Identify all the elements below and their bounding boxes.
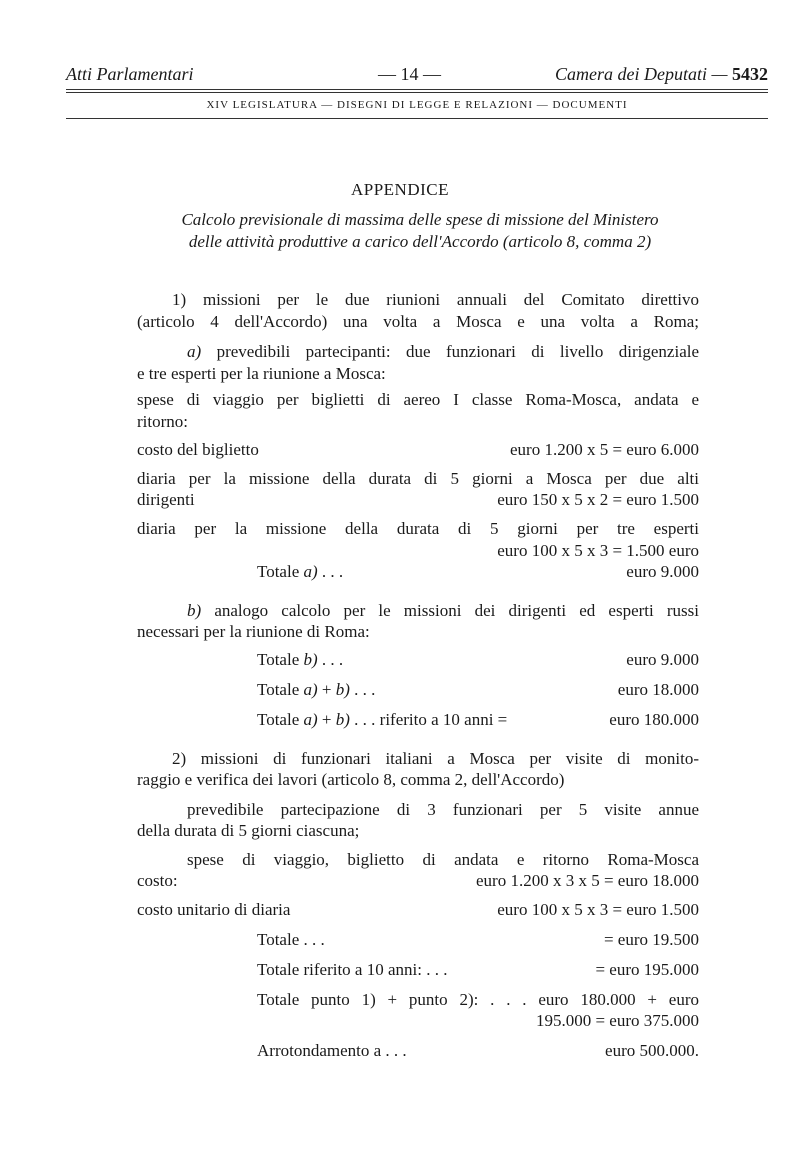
subtitle-line-2: delle attività produttive a carico dell'Accordo (articolo 8, comma 2) bbox=[188, 232, 652, 251]
running-header bbox=[66, 64, 768, 88]
totale-section2-value: = euro 19.500 bbox=[603, 930, 699, 949]
totale-b-word: Totale bbox=[257, 650, 300, 669]
totale-ab-10-marker-a: a) bbox=[303, 710, 318, 729]
totale-ab-word: Totale bbox=[257, 680, 300, 699]
totale-a-value: euro 9.000 bbox=[626, 562, 699, 581]
header-rule-top bbox=[66, 89, 768, 90]
diaria-dirigenti-line: diaria per la missione della durata di 5 giorni a Mosca per due alti bbox=[137, 469, 699, 488]
section1-a-line-2: e tre esperti per la riunione a Mosca: bbox=[137, 364, 386, 383]
costo-calculation: euro 1.200 x 3 x 5 = euro 18.000 bbox=[475, 871, 699, 890]
section1-intro-line-1: 1) missioni per le due riunioni annuali del Comitato direttivo bbox=[172, 290, 699, 309]
page-title: APPENDICE bbox=[350, 180, 449, 199]
section1-intro-line-2: (articolo 4 dell'Accordo) una volta a Mosca e una volta a Roma; bbox=[137, 312, 699, 331]
header-document-number: 5432 bbox=[732, 64, 768, 84]
diaria-unitaria-calculation: euro 100 x 5 x 3 = euro 1.500 bbox=[497, 900, 699, 919]
totale-ab-marker-a: a) bbox=[303, 680, 318, 699]
item-marker-b: b) bbox=[187, 601, 202, 620]
travel-line-1: spese di viaggio per biglietti di aereo I classe Roma-Mosca, andata e bbox=[137, 390, 699, 409]
totale-ab-10-suffix: . . . riferito a 10 anni = bbox=[349, 710, 508, 729]
section1-b-line-1 bbox=[187, 601, 699, 621]
totale-punti-line: Totale punto 1) + punto 2): . . . euro 180.000 + euro bbox=[257, 990, 699, 1009]
totale-a-word: Totale bbox=[257, 562, 300, 581]
header-legislature: XIV LEGISLATURA — DISEGNI DI LEGGE E RELAZIONI — DOCUMENTI bbox=[206, 99, 628, 111]
totale-ab-value: euro 18.000 bbox=[617, 680, 699, 699]
totale-a-marker: a) bbox=[303, 562, 318, 581]
section1-a-text: prevedibili partecipanti: due funzionari di livello dirigenziale bbox=[216, 342, 700, 361]
totale-ab-10-plus: + bbox=[317, 710, 336, 729]
header-page-number: — 14 — bbox=[378, 64, 441, 84]
header-chamber bbox=[555, 64, 768, 85]
totale-ab-plus: + bbox=[317, 680, 336, 699]
totale-punti-value: 195.000 = euro 375.000 bbox=[535, 1011, 699, 1030]
costo-label: costo: bbox=[137, 871, 178, 890]
diaria-esperti-line: diaria per la missione della durata di 5 giorni per tre esperti bbox=[137, 519, 699, 538]
totale-b-value: euro 9.000 bbox=[626, 650, 699, 669]
totale-a-label bbox=[257, 562, 343, 582]
totale-ab-marker-b: b) bbox=[335, 680, 350, 699]
arrotondamento-label: Arrotondamento a . . . bbox=[257, 1041, 407, 1060]
section2-intro-line-2: raggio e verifica dei lavori (articolo 8, comma 2, dell'Accordo) bbox=[137, 770, 565, 789]
ticket-label: costo del biglietto bbox=[137, 440, 259, 459]
subtitle-line-1: Calcolo previsionale di massima delle spese di missione del Ministero bbox=[181, 210, 659, 229]
ticket-calculation: euro 1.200 x 5 = euro 6.000 bbox=[509, 440, 699, 459]
totale-b-dots: . . . bbox=[317, 650, 344, 669]
totale-10-anni-value: = euro 195.000 bbox=[595, 960, 699, 979]
section1-b-text: analogo calcolo per le missioni dei dirigenti ed esperti russi bbox=[214, 601, 700, 620]
diaria-esperti-calculation: euro 100 x 5 x 3 = 1.500 euro bbox=[497, 541, 699, 560]
totale-section2-label: Totale . . . bbox=[257, 930, 325, 949]
totale-10-anni-label: Totale riferito a 10 anni: . . . bbox=[257, 960, 448, 979]
header-chamber-label: Camera dei Deputati — bbox=[555, 64, 728, 84]
header-rule-bottom bbox=[66, 118, 768, 119]
totale-ab-10-label bbox=[257, 710, 507, 730]
totale-ab-10-marker-b: b) bbox=[335, 710, 350, 729]
travel-line-2: ritorno: bbox=[137, 412, 188, 431]
item-marker-a: a) bbox=[187, 342, 202, 361]
totale-a-dots: . . . bbox=[317, 562, 344, 581]
totale-b-marker: b) bbox=[303, 650, 318, 669]
partecipazione-line-1: prevedibile partecipazione di 3 funzionari per 5 visite annue bbox=[187, 800, 699, 819]
header-publication: Atti Parlamentari bbox=[66, 64, 194, 84]
diaria-dirigenti-label: dirigenti bbox=[137, 490, 195, 509]
totale-ab-dots: . . . bbox=[349, 680, 376, 699]
totale-ab-label bbox=[257, 680, 375, 700]
section1-b-line-2: necessari per la riunione di Roma: bbox=[137, 622, 370, 641]
diaria-unitaria-label: costo unitario di diaria bbox=[137, 900, 291, 919]
arrotondamento-value: euro 500.000. bbox=[605, 1041, 699, 1060]
totale-b-label bbox=[257, 650, 343, 670]
viaggio-line: spese di viaggio, biglietto di andata e ritorno Roma-Mosca bbox=[187, 850, 699, 869]
section2-intro-line-1: 2) missioni di funzionari italiani a Mosca per visite di monito- bbox=[172, 749, 699, 768]
totale-ab-10-value: euro 180.000 bbox=[609, 710, 699, 729]
partecipazione-line-2: della durata di 5 giorni ciascuna; bbox=[137, 821, 360, 840]
header-rule-second bbox=[66, 92, 768, 93]
diaria-dirigenti-calculation: euro 150 x 5 x 2 = euro 1.500 bbox=[497, 490, 699, 509]
totale-ab-10-word: Totale bbox=[257, 710, 300, 729]
section1-a-line-1 bbox=[187, 342, 699, 362]
